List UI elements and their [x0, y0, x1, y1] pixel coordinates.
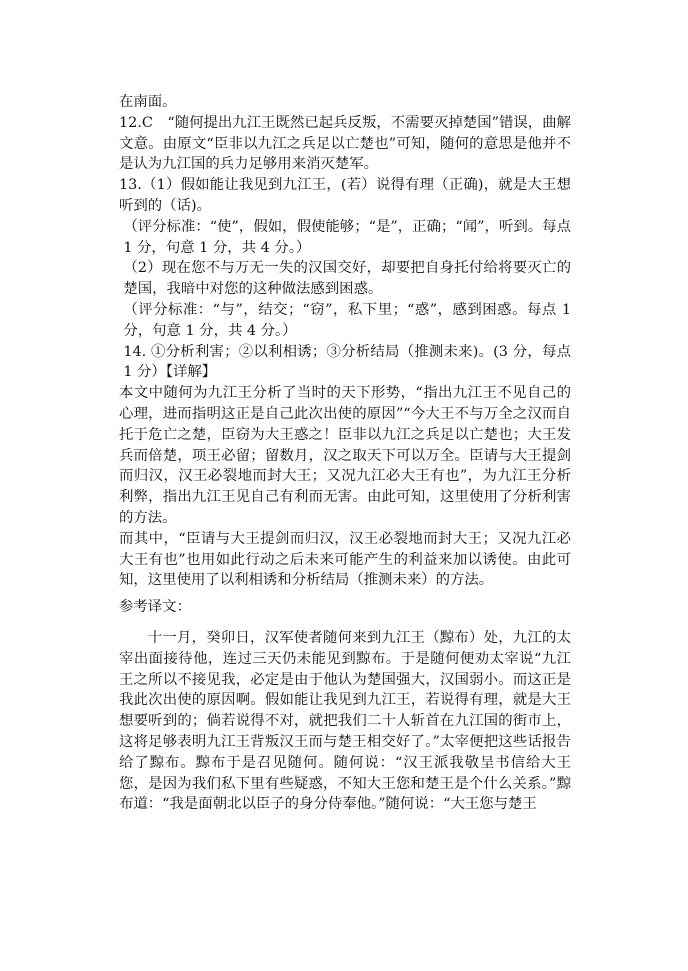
explanation-paragraph-1: 本文中随何为九江王分析了当时的天下形势，“指出九江王不见自己的心理，进而指明这正是自己此次出使的原因”“今大王不与万全之汉而自托于危亡之楚，臣窃为大王惑之！臣非以九江之兵足以亡楚也；大王发兵而倍楚，项王必留；留数月，汉之取天下可以万全。臣请与大王提剑而归汉，汉王必裂地而封大王；又况九江必大王有也”，为九江王分析利弊，指出九江王见自己有利而无害。由此可知，这里使用了分析利害的方法。 — [119, 385, 571, 526]
answer-13-part1: 13.（1）假如能让我见到九江王，(若）说得有理（正确)，就是大王想听到的（话)。 — [119, 177, 571, 214]
document-body — [119, 92, 571, 815]
answer-continuation: 在南面。 — [119, 94, 177, 110]
answer-12: 12.C “随何提出九江王既然已起兵反叛，不需要灭掉楚国”错误，曲解文意。由原文“臣非以九江之兵足以亡楚也”可知，随何的意思是他并不是认为九江国的兵力足够用来消灭楚军。 — [119, 114, 571, 173]
scoring-criteria-13-part1: （评分标准：“使”，假如，假使能够；“是”，正确；“闻”，听到。每点 1 分，句意 1 分，共 4 分。） — [123, 218, 571, 256]
scoring-criteria-13-part2: （评分标准：“与”，结交；“窃”，私下里；“惑”，感到困惑。每点 1 分，句意 1 分，共 4 分。） — [123, 301, 571, 339]
translation-heading: 参考译文： — [119, 599, 191, 616]
translation-paragraph: 十一月，癸卯日，汉军使者随何来到九江王（黥布）处，九江的太宰出面接待他，连过三天仍未能见到黥布。于是随何便劝太宰说“九江王之所以不接见我，必定是由于他认为楚国强大，汉国弱小。而这正是我此次出使的原因啊。假如能让我见到九江王，若说得有理，就是大王想要听到的；倘若说得不对，就把我们二十人斩首在九江国的街市上，这将足够表明九江王背叛汉王而与楚王相交好了。”太宰便把这些话报告给了黥布。黥布于是召见随何。随何说：“汉王派我敬呈书信给大王您，是因为我们私下里有些疑惑，不知大王您和楚王是个什么关系。”黥布道：“我是面朝北以臣子的身分侍奉他。”随何说：“大王您与楚王 — [119, 629, 571, 813]
answer-14: 14. ①分析利害；②以利相诱；③分析结局（推测未来)。(3 分，每点 1 分）【详解】 — [123, 343, 571, 381]
answer-13-part2: （2）现在您不与万无一失的汉国交好，却要把自身托付给将要灭亡的楚国，我暗中对您的这种做法感到困惑。 — [123, 260, 571, 298]
explanation-paragraph-2: 而其中，“臣请与大王提剑而归汉，汉王必裂地而封大王；又况九江必大王有也”也用如此行动之后未来可能产生的利益来加以诱使。由此可知，这里使用了以利相诱和分析结局（推测未来）的方法。 — [119, 530, 571, 589]
